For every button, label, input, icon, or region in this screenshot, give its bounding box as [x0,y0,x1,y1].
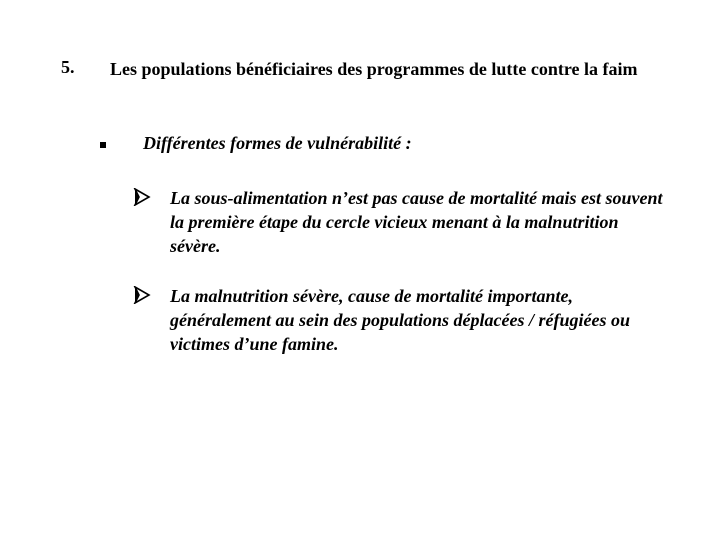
section-title: Différentes formes de vulnérabilité : [143,133,412,153]
arrow-bullet-icon [133,286,153,306]
heading-title: Les populations bénéficiaires des programmes de lutte contre la faim [110,59,638,79]
arrow-bullet-icon [133,188,153,208]
list-item: La sous-alimentation n’est pas cause de mortalité mais est souvent la première étape du cercle vicieux menant à la malnutrition sévère. [170,188,663,256]
list-item: La malnutrition sévère, cause de mortalité importante, généralement au sein des populations déplacées / réfugiées ou victimes d’une famine. [170,286,630,354]
heading-number: 5. [61,57,75,77]
square-bullet-icon [100,142,106,148]
